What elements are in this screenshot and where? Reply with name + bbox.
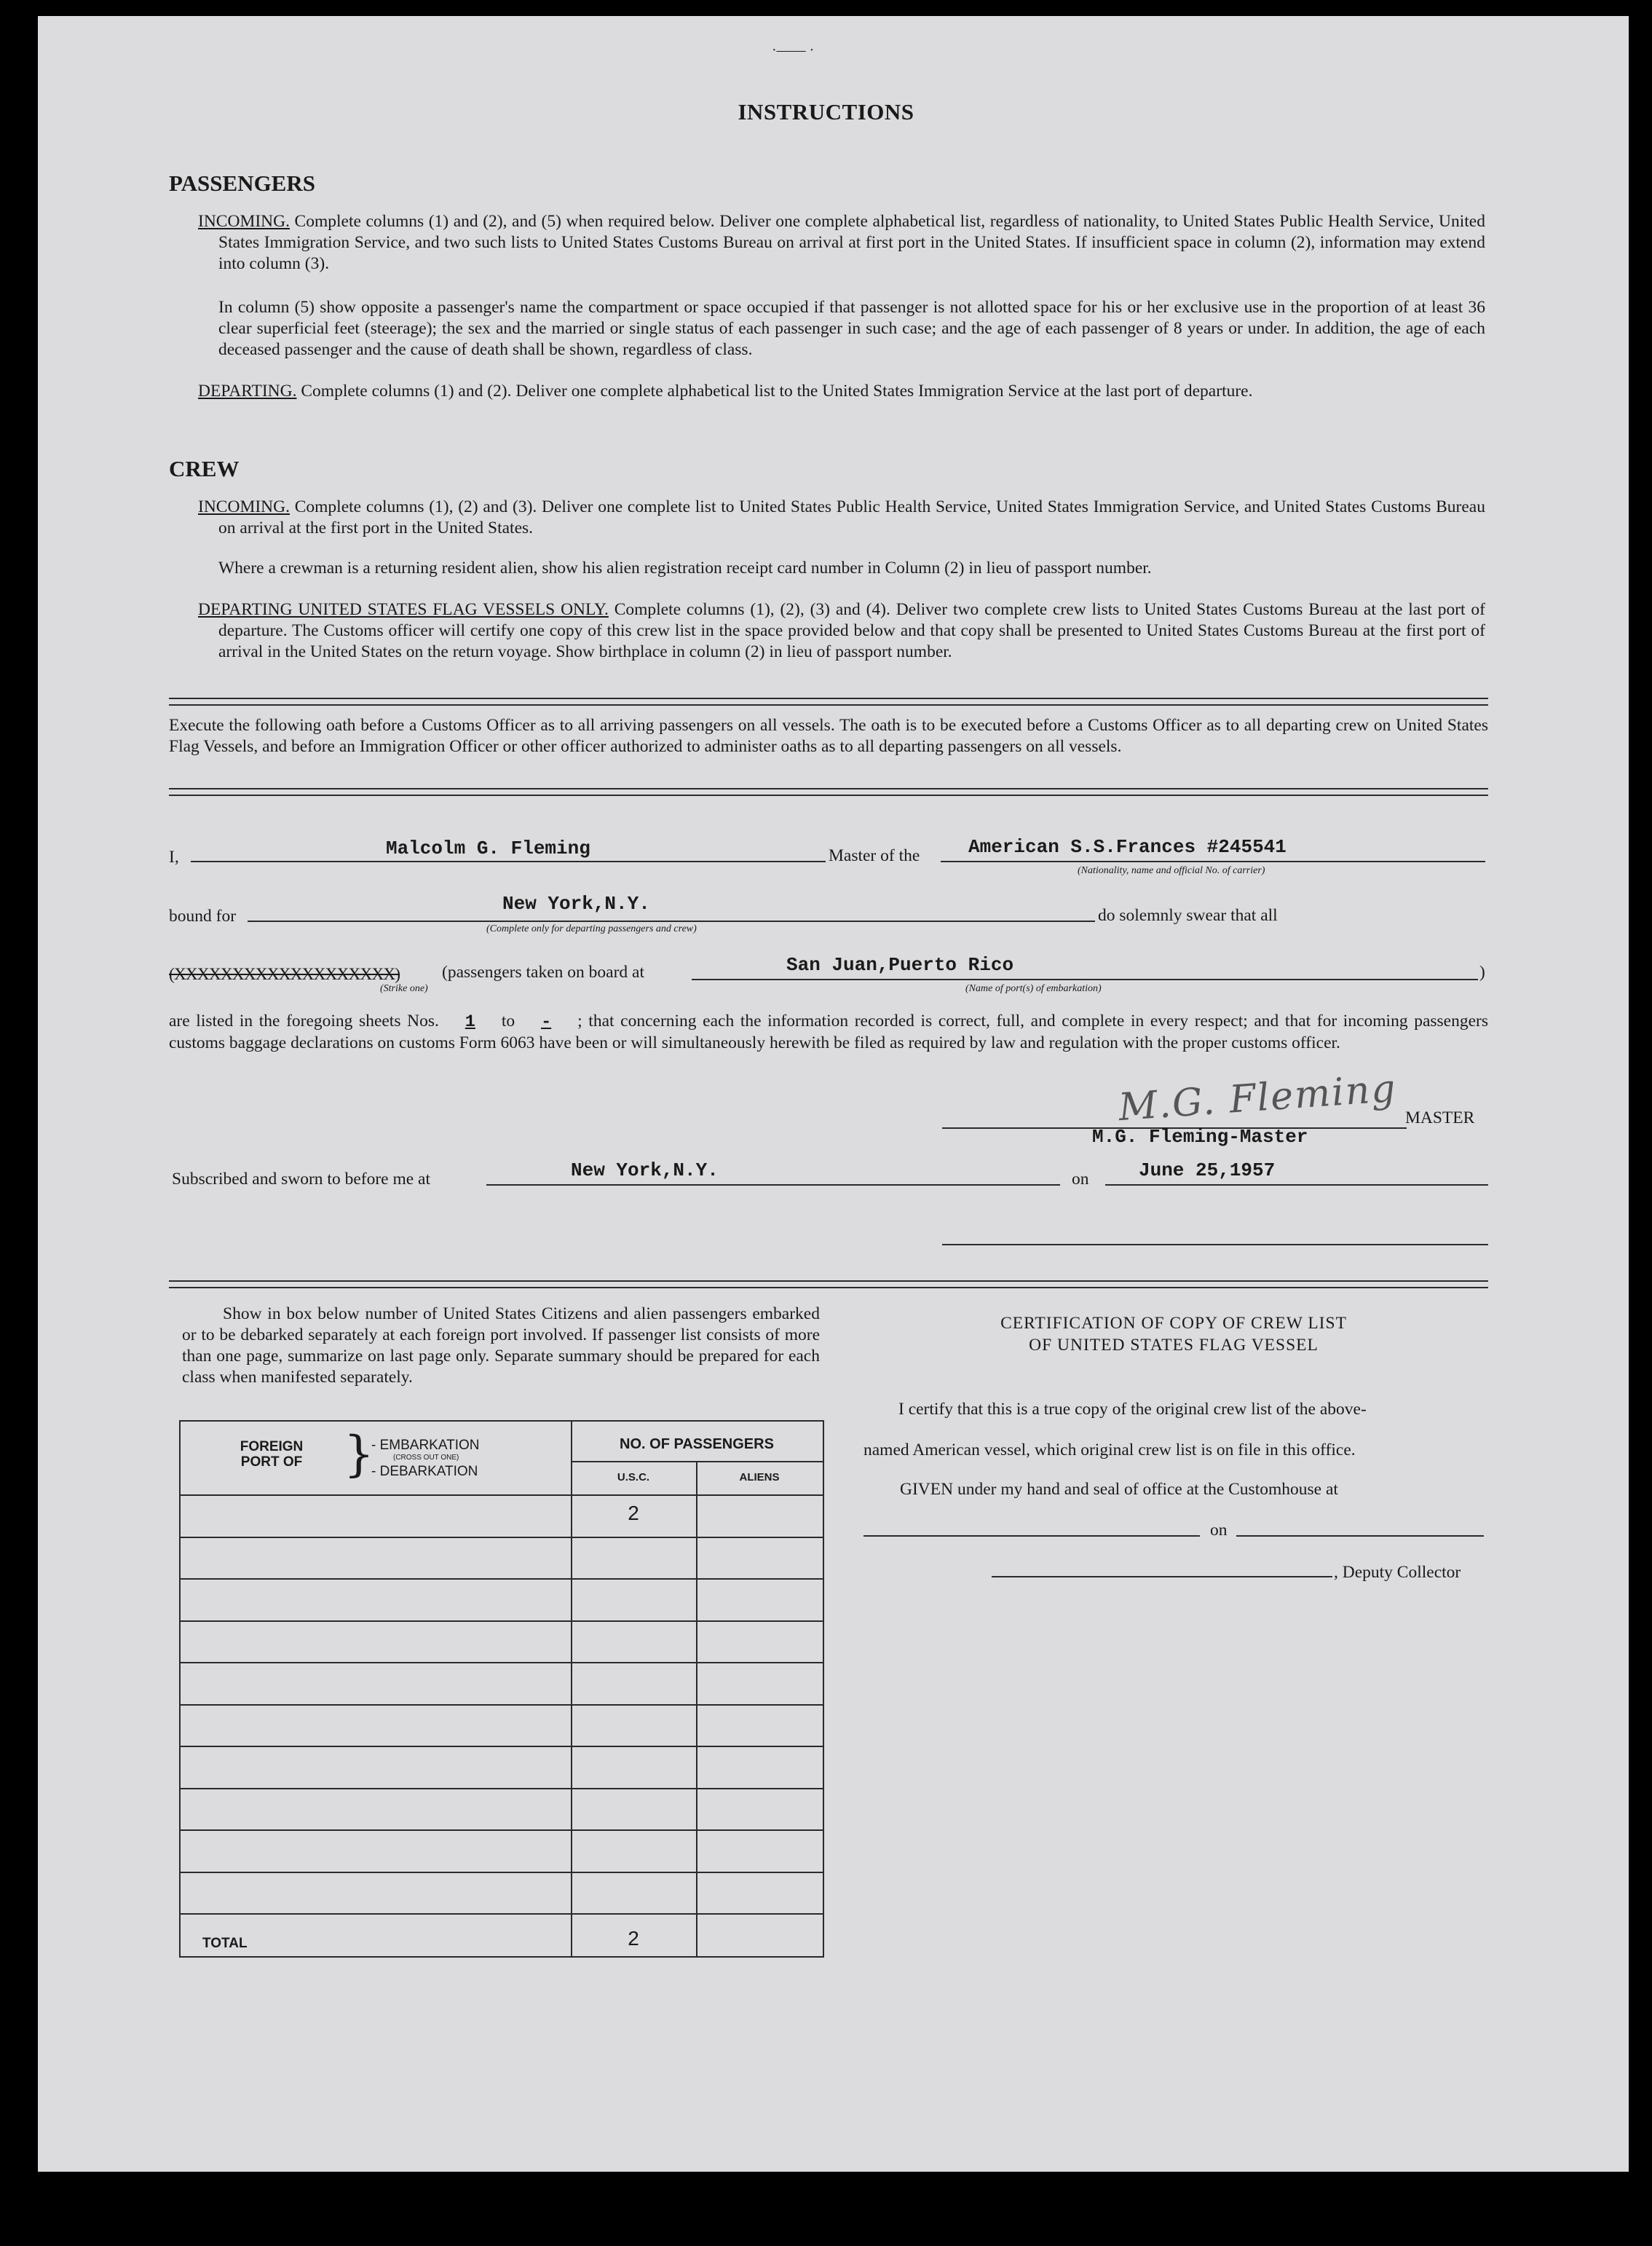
crew-incoming-paragraph: [198, 497, 1485, 539]
passengers-departing-text: Complete columns (1) and (2). Deliver one complete alphabetical list to the United States Immigration Service at the last port of departure.: [296, 382, 1253, 401]
summary-instructions: Show in box below number of United States Citizens and alien passengers embarked or to be debarked separately at each foreign port involved. If passenger list consists of more than one page, summarize on last page only. Separate summary should be prepared for each class when manifested separately.: [182, 1304, 820, 1387]
total-usc: 2: [628, 1927, 639, 1950]
taken-on-board-label: (passengers taken on board at: [442, 963, 644, 982]
section-divider-2: [169, 788, 1488, 796]
strike-caption: (Strike one): [380, 983, 428, 994]
listed-statement: [169, 1011, 1488, 1054]
certification-on-label: on: [1210, 1521, 1228, 1540]
signer-typed-name: M.G. Fleming-Master: [1092, 1126, 1308, 1148]
sworn-place-line: [486, 1184, 1060, 1186]
swear-label: do solemnly swear that all: [1098, 906, 1278, 925]
col-usc: U.S.C.: [617, 1471, 650, 1483]
bound-for-label: bound for: [169, 907, 237, 926]
master-signature: M.G. Fleming: [1117, 1066, 1399, 1130]
certification-title-1: CERTIFICATION OF COPY OF CREW LIST: [1000, 1314, 1347, 1333]
table-row-rule: [181, 1829, 823, 1831]
cross-out-note: (CROSS OUT ONE): [393, 1454, 459, 1462]
strike-text: (XXXXXXXXXXXXXXXXXXX): [169, 965, 400, 984]
top-mark: ·—— ·: [772, 42, 815, 58]
oath-i-label: I,: [169, 848, 179, 867]
listed-label: are listed in the foregoing sheets Nos.: [169, 1012, 439, 1031]
table-row-rule: [181, 1578, 823, 1580]
section-divider-1: [169, 698, 1488, 706]
page-title: INSTRUCTIONS: [738, 99, 914, 125]
table-cell-usc: 2: [628, 1502, 639, 1524]
passenger-summary-table: [179, 1420, 824, 1958]
certification-title-2: OF UNITED STATES FLAG VESSEL: [1029, 1336, 1319, 1355]
total-label: TOTAL: [202, 1936, 248, 1951]
sheet-to-field: -: [541, 1012, 552, 1032]
passengers-incoming-label: INCOMING.: [198, 212, 290, 231]
deputy-signature-line: [992, 1576, 1332, 1577]
passengers-departing-paragraph: [198, 381, 1485, 402]
table-row-rule: [181, 1662, 823, 1663]
table-row-rule: [181, 1704, 823, 1706]
brace-icon: }: [344, 1426, 374, 1482]
embarkation-caption: (Name of port(s) of embarkation): [965, 983, 1102, 994]
passengers-incoming-paragraph: [198, 211, 1485, 275]
col-passengers: NO. OF PASSENGERS: [620, 1436, 774, 1452]
certification-line-3: GIVEN under my hand and seal of office at the Customhouse at: [900, 1480, 1338, 1499]
section-divider-3: [169, 1280, 1488, 1288]
embarkation-option: - EMBARKATION: [371, 1438, 480, 1453]
table-divider-aliens: [696, 1461, 697, 1956]
table-row-rule: [181, 1620, 823, 1622]
certification-date-line: [1236, 1535, 1484, 1537]
customhouse-place-line: [863, 1535, 1200, 1537]
close-paren: ): [1479, 963, 1485, 982]
bound-for-field: New York,N.Y.: [502, 893, 650, 915]
master-label: MASTER: [1405, 1108, 1475, 1127]
vessel-caption: (Nationality, name and official No. of carrier): [1078, 865, 1265, 876]
crew-incoming-text: Complete columns (1), (2) and (3). Deliver one complete list to United States Public Health Service, United States Immigration Service, and United States Customs Bureau on arrival at the first port in the United States.: [218, 497, 1485, 537]
officer-signature-line: [942, 1244, 1488, 1245]
table-row-rule: [181, 1913, 823, 1915]
crew-departing-paragraph: [198, 599, 1485, 663]
passengers-heading: PASSENGERS: [169, 170, 315, 196]
table-row-rule: [181, 1872, 823, 1873]
sheet-from-field: 1: [465, 1012, 475, 1032]
vessel-field: American S.S.Frances #245541: [968, 836, 1287, 858]
master-of-label: Master of the: [829, 846, 920, 865]
debarkation-option: - DEBARKATION: [371, 1464, 478, 1479]
sworn-place-field: New York,N.Y.: [571, 1159, 719, 1181]
passengers-incoming-text: Complete columns (1) and (2), and (5) when required below. Deliver one complete alphabetical list, regardless of nationality, to United States Public Health Service, United States Immigration Service, and two such lists to United States Customs Bureau on arrival at first port in the United States. If insufficient space in column (2), information may extend into column (3).: [218, 212, 1485, 273]
crew-departing-text: Complete columns (1), (2), (3) and (4). Deliver two complete crew lists to United States Customs Bureau at the last port of departure. The Customs officer will certify one copy of this crew list in the space provided below and that copy shall be presented to United States Customs Bureau at the first port of arrival in the United States on the return voyage. Show birthplace in column (2) in lieu of passport number.: [218, 600, 1485, 661]
certification-line-2: named American vessel, which original crew list is on file in this office.: [863, 1441, 1356, 1459]
embarkation-port-field: San Juan,Puerto Rico: [786, 954, 1014, 976]
crew-incoming-label: INCOMING.: [198, 497, 290, 516]
table-row-rule: [181, 1537, 823, 1538]
vessel-line: [941, 861, 1485, 862]
to-label: to: [501, 1012, 515, 1031]
table-row-rule: [181, 1746, 823, 1747]
sworn-on-label: on: [1072, 1170, 1089, 1189]
sworn-date-field: June 25,1957: [1139, 1159, 1276, 1181]
master-name-field: Malcolm G. Fleming: [386, 838, 590, 859]
sworn-date-line: [1105, 1184, 1488, 1186]
certification-line-1: I certify that this is a true copy of the original crew list of the above-: [898, 1400, 1367, 1419]
deputy-collector-label: , Deputy Collector: [1334, 1563, 1461, 1582]
passengers-column5-paragraph: In column (5) show opposite a passenger's name the compartment or space occupied if that passenger is not allotted space for his or her exclusive use in the proportion of at least 36 clear superficial feet (steerage); the sex and the married or single status of each passenger in such case; and the age of each passenger of 8 years or under. In addition, the age of each deceased passenger and the cause of death shall be shown, regardless of class.: [218, 298, 1485, 359]
table-header-rule: [571, 1461, 823, 1462]
bound-for-caption: (Complete only for departing passengers and crew): [486, 923, 697, 934]
bound-for-line: [248, 921, 1095, 922]
col-aliens: ALIENS: [739, 1471, 780, 1483]
passengers-departing-label: DEPARTING.: [198, 382, 297, 401]
table-header-bottom: [181, 1494, 823, 1496]
crew-resident-paragraph: Where a crewman is a returning resident alien, show his alien registration receipt card number in Column (2) in lieu of passport number.: [218, 559, 1152, 578]
master-name-line: [191, 861, 826, 862]
subscribed-label: Subscribed and sworn to before me at: [172, 1170, 431, 1189]
statement-text: ; that concerning each the information recorded is correct, full, and complete in every respect; and that for incoming passengers customs baggage declarations on customs Form 6063 have been or will simultaneously herewith be filed as required by law and regulation with the proper customs officer.: [169, 1012, 1489, 1052]
crew-departing-label: DEPARTING UNITED STATES FLAG VESSELS ONLY.: [198, 600, 609, 619]
crew-heading: CREW: [169, 456, 240, 481]
oath-intro-paragraph: Execute the following oath before a Customs Officer as to all arriving passengers on all vessels. The oath is to be executed before a Customs Officer as to all departing crew on United States Flag Vessels, and before an Immigration Officer or other officer authorized to administer oaths as to all departing passengers on all vessels.: [169, 716, 1488, 756]
col-foreign-port: FOREIGN PORT OF: [240, 1439, 304, 1470]
table-row-rule: [181, 1788, 823, 1789]
embarkation-line: [692, 979, 1478, 980]
